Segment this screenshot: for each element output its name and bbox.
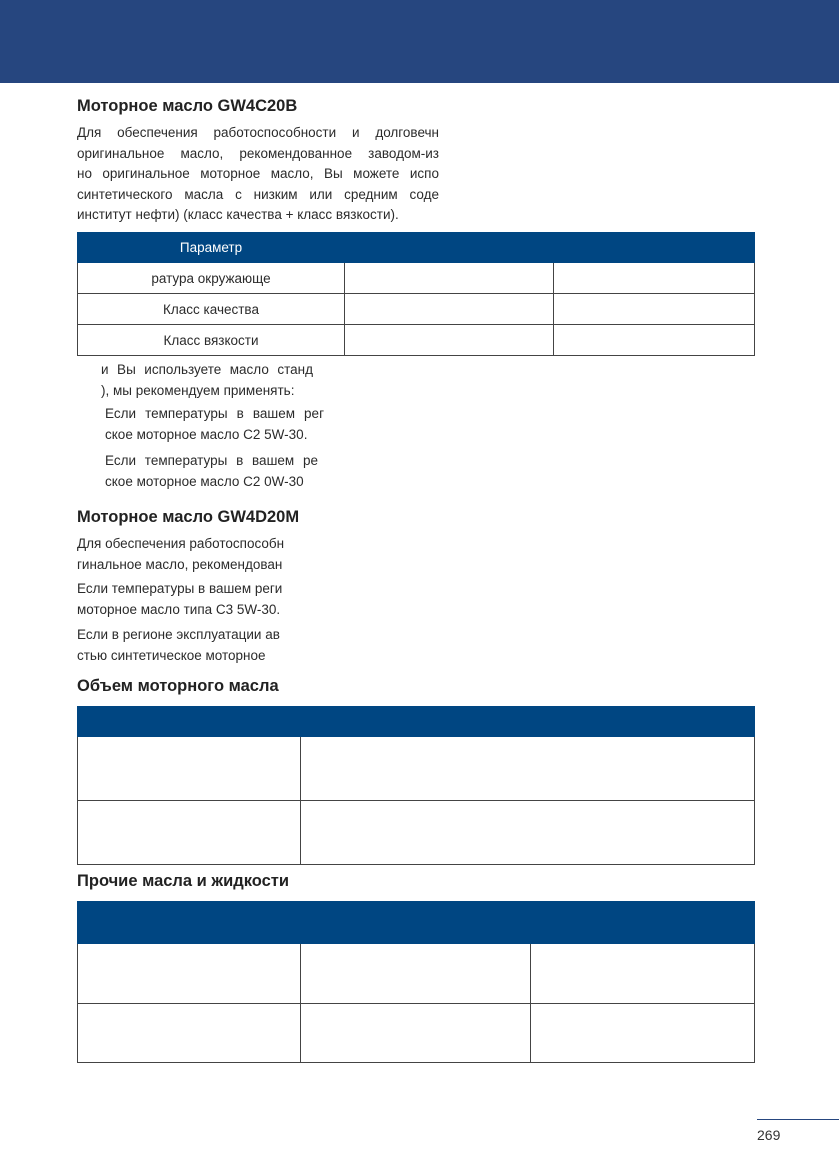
- table-cell: [78, 1004, 301, 1063]
- section-heading-other-fluids: Прочие масла и жидкости: [77, 872, 290, 890]
- table-cell: [345, 325, 554, 356]
- table-header-row: [78, 902, 755, 944]
- table-header-cell: [301, 902, 531, 944]
- oil-volume-table: [77, 706, 755, 865]
- table-cell: [301, 737, 755, 801]
- paragraph-line: стью синтетическое моторное: [77, 647, 266, 663]
- table-cell: Класс вязкости: [78, 325, 345, 356]
- page-number-rule: [757, 1119, 839, 1120]
- table-row: [78, 737, 755, 801]
- table-cell: ратура окружающе: [78, 263, 345, 294]
- table-row: [78, 294, 755, 325]
- paragraph-line: Для обеспечения работоспособн: [77, 536, 285, 551]
- header-band: [0, 0, 839, 83]
- table-cell: [301, 944, 531, 1004]
- paragraph: [77, 625, 280, 666]
- table-cell: Класс качества: [78, 294, 345, 325]
- table-header-row: [78, 707, 755, 737]
- table-row: [78, 325, 755, 356]
- table-header-cell: [78, 902, 301, 944]
- list-item-line: Если температуры в вашем ре: [105, 453, 318, 468]
- table-row: [78, 801, 755, 865]
- list-item: [105, 451, 318, 492]
- paragraph-line: Если температуры в вашем реги: [77, 581, 283, 596]
- table-cell: [554, 263, 755, 294]
- table-cell: [554, 325, 755, 356]
- table-row: [78, 1004, 755, 1063]
- table-header-cell: [345, 233, 755, 263]
- table-cell: [554, 294, 755, 325]
- table-cell: [531, 944, 755, 1004]
- other-fluids-table: [77, 901, 755, 1063]
- table-row: [78, 944, 755, 1004]
- intro-line: институт нефти) (класс качества + класс вязкости).: [77, 207, 399, 222]
- usage-note: [101, 360, 313, 401]
- paragraph-line: Если в регионе эксплуатации ав: [77, 627, 280, 642]
- list-item-line: ское моторное масло C2 5W-30.: [105, 426, 308, 442]
- intro-paragraph: [77, 123, 439, 226]
- paragraph: [77, 579, 282, 620]
- list-item: [105, 404, 324, 445]
- table-cell: [301, 801, 755, 865]
- table-cell: [78, 801, 301, 865]
- intro-line: оригинальное масло, рекомендованное заводом-из: [77, 145, 439, 161]
- section-heading-oil-volume: Объем моторного масла: [77, 677, 279, 695]
- intro-line: Для обеспечения работоспособности и долговечн: [77, 125, 439, 140]
- table-header-cell: [301, 707, 755, 737]
- table-row: [78, 263, 755, 294]
- table-header-row: [78, 233, 755, 263]
- list-item-line: Если температуры в вашем рег: [105, 406, 324, 421]
- page-number: 269: [757, 1127, 781, 1143]
- paragraph-line: моторное масло типа С3 5W-30.: [77, 601, 281, 617]
- table-header-cell: [78, 707, 301, 737]
- table-cell: [345, 263, 554, 294]
- table-header-cell: [531, 902, 755, 944]
- paragraph-line: гинальное масло, рекомендован: [77, 556, 283, 572]
- section-heading-gw4c20b: Моторное масло GW4C20B: [77, 97, 298, 115]
- table-cell: [531, 1004, 755, 1063]
- usage-note-line: ), мы рекомендуем применять:: [101, 382, 295, 398]
- paragraph: [77, 534, 284, 575]
- intro-line: синтетического масла с низким или средним соде: [77, 186, 439, 202]
- list-item-line: ское моторное масло C2 0W-30: [105, 473, 304, 489]
- section-heading-gw4d20m: Моторное масло GW4D20M: [77, 508, 300, 526]
- intro-line: но оригинальное моторное масло, Вы можете испо: [77, 166, 439, 181]
- oil-parameter-table: [77, 232, 755, 356]
- table-cell: [301, 1004, 531, 1063]
- table-cell: [78, 944, 301, 1004]
- usage-note-line: и Вы используете масло станд: [101, 362, 313, 377]
- table-cell: [78, 737, 301, 801]
- table-header-cell: Параметр: [78, 233, 345, 263]
- table-cell: [345, 294, 554, 325]
